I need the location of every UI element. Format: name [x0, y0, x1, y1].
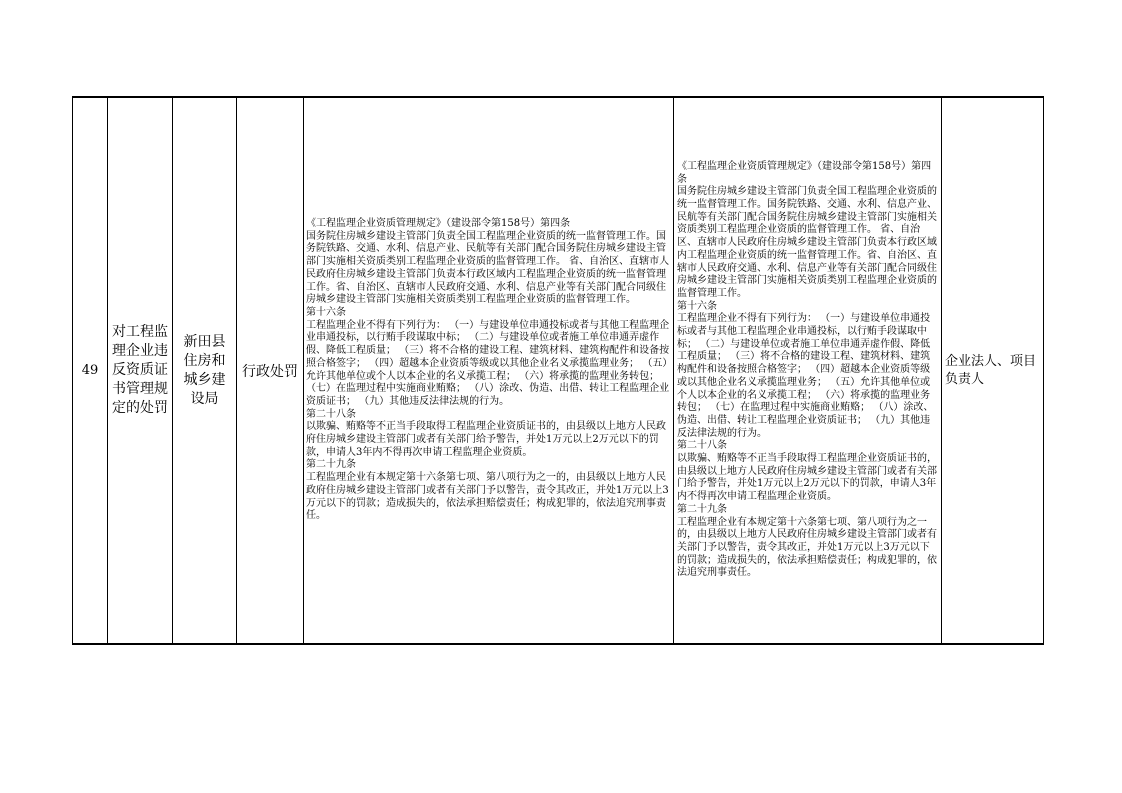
basis-left-line: 国务院住房城乡建设主管部门负责全国工程监理企业资质的统一监督管理工作。国务院铁路、交通、水利、信息产业、民航等有关部门配合国务院住房城乡建设主管部门实施相关资质类别工程监理企业资质的监督管理工作。 省、自治区、直辖市人民政府住房城乡建设主管部门负责本行政区域内工程监理企业资质的统一监督管理工作。省、自治区、直辖市人民政府交通、水利、信息产业等有关部门配合同级住房城乡建设主管部门实施相关资质类别工程监理企业资质的监督管理工作。 — [306, 230, 670, 306]
legal-basis-right — [674, 97, 942, 644]
basis-right-line: 第二十八条 — [677, 440, 727, 452]
enforcement-table — [72, 96, 1044, 645]
responsible-subject: 企业法人、项目负责人 — [942, 97, 1044, 644]
basis-left-line: 工程监理企业有本规定第十六条第七项、第八项行为之一的，由县级以上地方人民政府住房城乡建设主管部门或者有关部门予以警告，责令其改正，并处1万元以上3万元以下的罚款；造成损失的，依法承担赔偿责任；构成犯罪的，依法追究刑事责任。 — [306, 472, 669, 522]
basis-right-line: 国务院住房城乡建设主管部门负责全国工程监理企业资质的统一监督管理工作。国务院铁路、交通、水利、信息产业、民航等有关部门配合国务院住房城乡建设主管部门实施相关资质类别工程监理企业资质的监督管理工作。 省、自治区、直辖市人民政府住房城乡建设主管部门负责本行政区域内工程监理企业资质的统一监督管理工作。省、自治区、直辖市人民政府交通、水利、信息产业等有关部门配合同级住房城乡建设主管部门实施相关资质类别工程监理企业资质的监督管理工作。 — [677, 186, 937, 299]
basis-right-line: 工程监理企业有本规定第十六条第七项、第八项行为之一的，由县级以上地方人民政府住房城乡建设主管部门或者有关部门予以警告，责令其改正，并处1万元以上3万元以下的罚款；造成损失的，依法承担赔偿责任；构成犯罪的，依法追究刑事责任。 — [677, 516, 937, 579]
basis-right-line: 第十六条 — [677, 300, 717, 312]
legal-basis-left — [304, 97, 674, 644]
basis-right-line: 工程监理企业不得有下列行为： （一）与建设单位串通投标或者与其他工程监理企业串通投标，以行贿手段谋取中标； （二）与建设单位或者施工单位串通弄虚作假、降低工程质量； （三）将不合格的建设工程、建筑材料、建筑构配件和设备按照合格签字； （四）超越本企业资质等级或以其他企业名义承揽监理业务； （五）允许其他单位或个人以本企业的名义承揽工程； （六）将承揽的监理业务转包； （七）在监理过程中实施商业贿赂； （八）涂改、伪造、出借、转让工程监理企业资质证书； （九）其他违反法律法规的行为。 — [677, 313, 934, 439]
row-number: 49 — [73, 97, 108, 644]
item-name: 对工程监理企业违反资质证书管理规定的处罚 — [108, 97, 173, 644]
basis-left-line: 《工程监理企业资质管理规定》（建设部令第158号）第四条 — [306, 218, 571, 230]
power-category: 行政处罚 — [237, 97, 304, 644]
basis-left-line: 以欺骗、贿赂等不正当手段取得工程监理企业资质证书的，由县级以上地方人民政府住房城乡建设主管部门或者有关部门给予警告，并处1万元以上2万元以下的罚款，申请人3年内不得再次申请工程监理企业资质。 — [306, 421, 666, 458]
basis-left-line: 第二十九条 — [306, 459, 356, 471]
basis-right-line: 第二十九条 — [677, 503, 727, 515]
basis-right-line: 以欺骗、贿赂等不正当手段取得工程监理企业资质证书的，由县级以上地方人民政府住房城乡建设主管部门或者有关部门给予警告，并处1万元以上2万元以下的罚款，申请人3年内不得再次申请工程监理企业资质。 — [677, 453, 937, 503]
basis-left-line: 工程监理企业不得有下列行为： （一）与建设单位串通投标或者与其他工程监理企业串通投标，以行贿手段谋取中标； （二）与建设单位或者施工单位串通弄虚作假、降低工程质量； （三）将不合格的建设工程、建筑材料、建筑构配件和设备按照合格签字； （四）超越本企业资质等级或以其他企业名义承揽监理业务； （五）允许其他单位或个人以本企业的名义承揽工程； （六）将承揽的监理业务转包； （七）在监理过程中实施商业贿赂； （八）涂改、伪造、出借、转让工程监理企业资质证书； （九）其他违反法律法规的行为。 — [306, 319, 670, 407]
table-row — [73, 97, 1044, 644]
basis-left-line: 第十六条 — [306, 306, 346, 318]
basis-left-line: 第二十八条 — [306, 408, 356, 420]
department: 新田县住房和城乡建设局 — [173, 97, 237, 644]
basis-right-line: 《工程监理企业资质管理规定》（建设部令第158号）第四条 — [677, 160, 932, 185]
